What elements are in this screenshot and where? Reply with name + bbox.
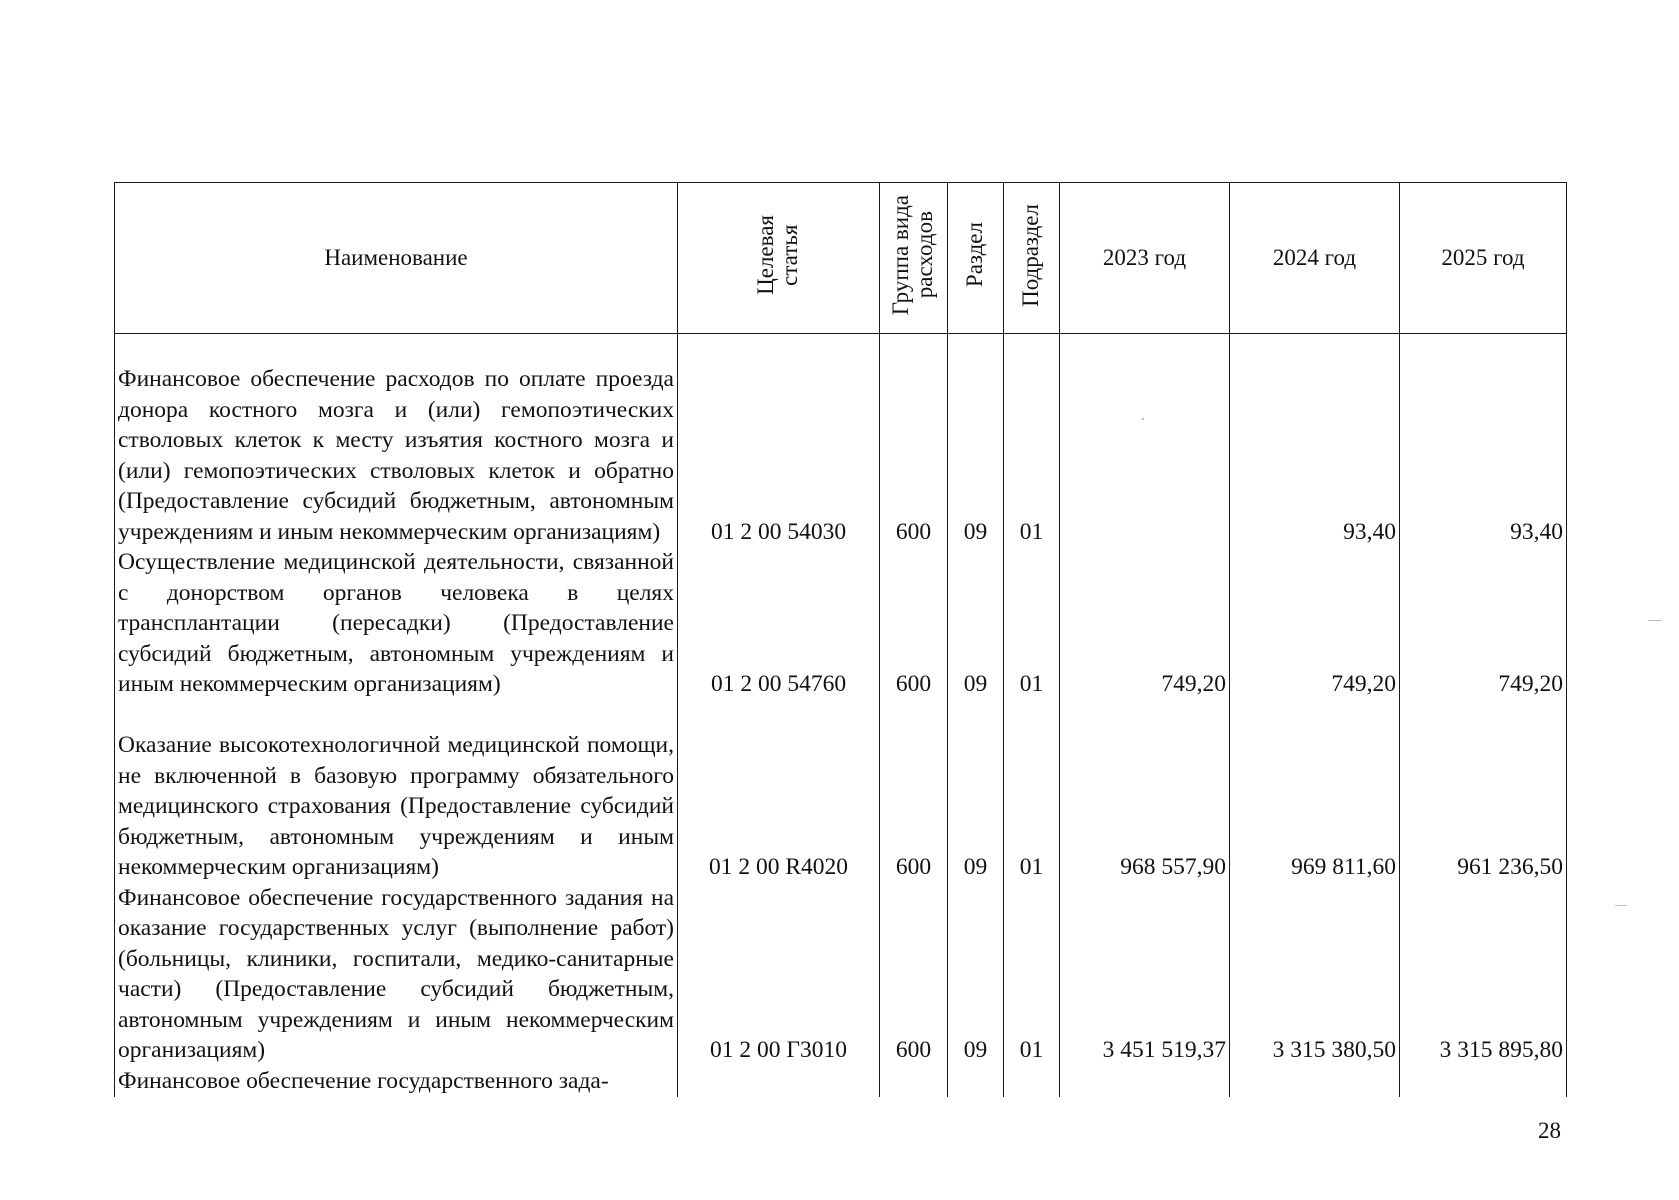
row-subsection: 01 <box>1004 547 1060 700</box>
row-target-article: 01 2 00 Г3010 <box>678 883 880 1066</box>
row-value-2024: 749,20 <box>1230 547 1400 700</box>
row-value-2025: 749,20 <box>1400 547 1567 700</box>
row-value-2024: 3 315 380,50 <box>1230 883 1400 1066</box>
row-value-2024: 93,40 <box>1230 334 1400 548</box>
row-name: Финансовое обеспечение расходов по оплате проезда донора костного мозга и (или) гемопоэтических стволовых клеток к месту изъятия костного мозга и (или) гемопоэтических стволовых клеток и обратно (Предоставление субсидий бюджетным, автономным учреждениям и иным некоммерческим организациям) <box>115 334 678 548</box>
row-name: Финансовое обеспечение государственного зада- <box>115 1066 678 1097</box>
row-subsection: 01 <box>1004 334 1060 548</box>
budget-table <box>114 182 1567 1097</box>
table-header-row <box>115 183 1567 334</box>
table-row <box>115 883 1567 1066</box>
row-subsection: 01 <box>1004 700 1060 883</box>
row-name: Осуществление медицинской деятельности, связанной с донорством органов человека в целях трансплантации (пересадки) (Предоставление субсидий бюджетным, автономным учреждениям и иным некоммерческим организациям) <box>115 547 678 700</box>
row-value-2023 <box>1060 1066 1230 1097</box>
scan-speck <box>1615 905 1627 906</box>
row-target-article: 01 2 00 54760 <box>678 547 880 700</box>
row-name: Финансовое обеспечение государственного задания на оказание государственных услуг (выполнение работ) (больницы, клиники, госпитали, медико-санитарные части) (Предоставление субсидий бюджетным, автономным учреждениям и иным некоммерческим организациям) <box>115 883 678 1066</box>
scan-speck <box>1648 620 1662 621</box>
row-section: 09 <box>948 334 1004 548</box>
row-value-2023: 3 451 519,37 <box>1060 883 1230 1066</box>
row-expense-group: 600 <box>880 334 948 548</box>
header-subsection: Подраздел <box>1004 183 1060 334</box>
table-row <box>115 547 1567 700</box>
row-target-article: 01 2 00 R4020 <box>678 700 880 883</box>
row-section: 09 <box>948 883 1004 1066</box>
header-year-2024: 2024 год <box>1230 183 1400 334</box>
scan-speck <box>1142 418 1144 420</box>
table-row <box>115 334 1567 548</box>
row-value-2023: 968 557,90 <box>1060 700 1230 883</box>
row-value-2025 <box>1400 1066 1567 1097</box>
row-expense-group: 600 <box>880 883 948 1066</box>
row-target-article: 01 2 00 54030 <box>678 334 880 548</box>
table-row <box>115 700 1567 883</box>
row-value-2025: 93,40 <box>1400 334 1567 548</box>
row-value-2025: 961 236,50 <box>1400 700 1567 883</box>
header-name: Наименование <box>115 183 678 334</box>
row-section <box>948 1066 1004 1097</box>
header-expense-group: Группа вида расходов <box>880 183 948 334</box>
row-section: 09 <box>948 700 1004 883</box>
header-target-article: Целевая статья <box>678 183 880 334</box>
row-target-article <box>678 1066 880 1097</box>
row-value-2024: 969 811,60 <box>1230 700 1400 883</box>
header-year-2023: 2023 год <box>1060 183 1230 334</box>
row-expense-group: 600 <box>880 547 948 700</box>
page-number: 28 <box>1538 1118 1561 1143</box>
table-row <box>115 1066 1567 1097</box>
row-name: Оказание высокотехнологичной медицинской помощи, не включенной в базовую программу обязательного медицинского страхования (Предоставление субсидий бюджетным, автономным учреждениям и иным некоммерческим организациям) <box>115 700 678 883</box>
row-subsection: 01 <box>1004 883 1060 1066</box>
row-subsection <box>1004 1066 1060 1097</box>
header-section: Раздел <box>948 183 1004 334</box>
row-expense-group <box>880 1066 948 1097</box>
row-value-2025: 3 315 895,80 <box>1400 883 1567 1066</box>
row-value-2024 <box>1230 1066 1400 1097</box>
row-expense-group: 600 <box>880 700 948 883</box>
row-value-2023 <box>1060 334 1230 548</box>
header-year-2025: 2025 год <box>1400 183 1567 334</box>
row-value-2023: 749,20 <box>1060 547 1230 700</box>
row-section: 09 <box>948 547 1004 700</box>
